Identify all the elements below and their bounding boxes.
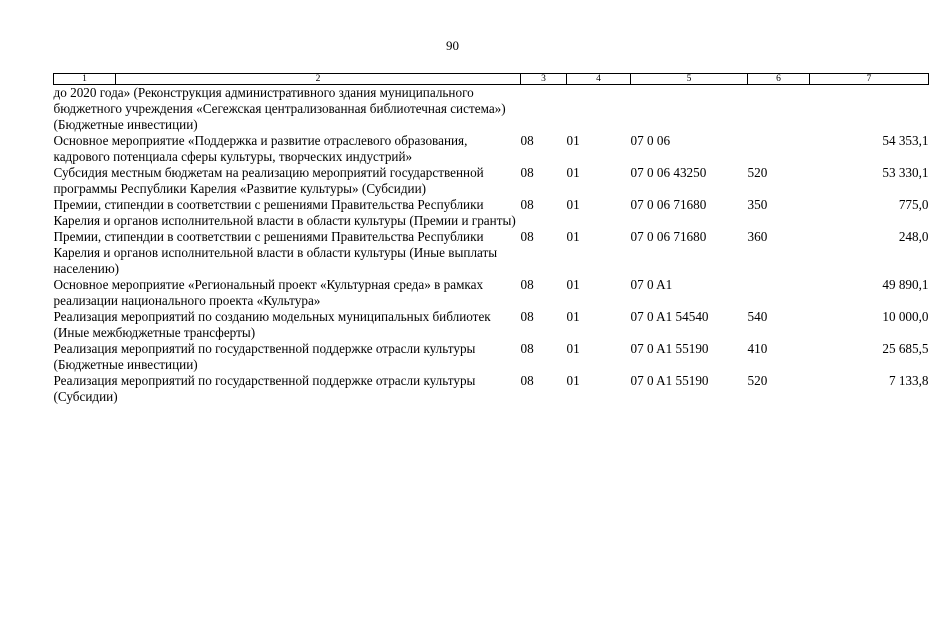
header-col-5: 5 <box>631 74 748 85</box>
row-name: Субсидия местным бюджетам на реализацию мероприятий государственной программы Республики Карелия «Развитие культуры» (Субсидии) <box>53 165 484 196</box>
row-sum: 25 685,5 <box>882 341 929 356</box>
row-section: 08 <box>520 197 534 212</box>
table-row <box>54 229 929 277</box>
header-col-1: 1 <box>54 74 116 85</box>
row-sum: 248,0 <box>898 229 929 244</box>
header-col-4: 4 <box>567 74 631 85</box>
row-section: 08 <box>520 373 534 388</box>
table-row <box>54 85 929 134</box>
row-target <box>631 85 748 134</box>
row-expense-type: 350 <box>747 197 768 212</box>
table-row <box>54 341 929 373</box>
row-expense-type: 520 <box>747 373 768 388</box>
row-subsection: 01 <box>566 341 580 356</box>
row-subsection <box>567 85 631 134</box>
row-expense-type <box>748 85 810 134</box>
row-sum <box>810 85 929 134</box>
page-number: 90 <box>446 38 459 53</box>
row-section: 08 <box>520 309 534 324</box>
row-expense-type <box>748 277 810 309</box>
row-name: Реализация мероприятий по государственной поддержке отрасли культуры (Бюджетные инвестиции) <box>53 341 476 372</box>
table-row <box>54 277 929 309</box>
row-sum: 775,0 <box>898 197 929 212</box>
row-subsection: 01 <box>566 165 580 180</box>
row-name: до 2020 года» (Реконструкция административного здания муниципального бюджетного учреждения «Сегежская централизованная библиотечная система») (Бюджетные инвестиции) <box>53 85 506 132</box>
row-name: Премии, стипендии в соответствии с решениями Правительства Республики Карелия и органов исполнительной власти в области культуры (Иные выплаты населению) <box>53 229 498 276</box>
row-expense-type <box>748 133 810 165</box>
row-name: Основное мероприятие «Поддержка и развитие отраслевого образования, кадрового потенциала сферы культуры, творческих индустрий» <box>53 133 468 164</box>
row-sum: 53 330,1 <box>882 165 929 180</box>
row-subsection: 01 <box>566 309 580 324</box>
table-row <box>54 373 929 405</box>
row-section <box>521 85 567 134</box>
row-target: 07 0 06 71680 <box>630 197 707 212</box>
table-row <box>54 309 929 341</box>
row-expense-type: 520 <box>747 165 768 180</box>
row-target: 07 0 A1 54540 <box>630 309 709 324</box>
row-expense-type: 410 <box>747 341 768 356</box>
row-section: 08 <box>520 229 534 244</box>
row-target: 07 0 A1 55190 <box>630 341 709 356</box>
row-name: Основное мероприятие «Региональный проект «Культурная среда» в рамках реализации национального проекта «Культура» <box>53 277 484 308</box>
row-subsection: 01 <box>566 373 580 388</box>
row-sum: 54 353,1 <box>882 133 929 148</box>
row-name: Реализация мероприятий по государственной поддержке отрасли культуры (Субсидии) <box>53 373 476 404</box>
row-target: 07 0 06 43250 <box>630 165 707 180</box>
row-subsection: 01 <box>566 197 580 212</box>
header-col-7: 7 <box>810 74 929 85</box>
row-expense-type: 540 <box>747 309 768 324</box>
row-target: 07 0 A1 <box>630 277 673 292</box>
table-row <box>54 197 929 229</box>
header-col-6: 6 <box>748 74 810 85</box>
row-target: 07 0 06 <box>630 133 671 148</box>
row-subsection: 01 <box>566 229 580 244</box>
row-sum: 49 890,1 <box>882 277 929 292</box>
row-section: 08 <box>520 277 534 292</box>
row-target: 07 0 A1 55190 <box>630 373 709 388</box>
row-expense-type: 360 <box>747 229 768 244</box>
table-row <box>54 165 929 197</box>
header-col-2: 2 <box>116 74 521 85</box>
row-sum: 7 133,8 <box>888 373 929 388</box>
header-col-3: 3 <box>521 74 567 85</box>
budget-table <box>53 73 929 405</box>
row-section: 08 <box>520 341 534 356</box>
row-section: 08 <box>520 133 534 148</box>
column-number-header <box>54 74 929 85</box>
row-subsection: 01 <box>566 133 580 148</box>
row-sum: 10 000,0 <box>882 309 929 324</box>
table-row <box>54 133 929 165</box>
row-name: Реализация мероприятий по созданию модельных муниципальных библиотек (Иные межбюджетные трансферты) <box>53 309 491 340</box>
row-subsection: 01 <box>566 277 580 292</box>
row-target: 07 0 06 71680 <box>630 229 707 244</box>
row-section: 08 <box>520 165 534 180</box>
row-name: Премии, стипендии в соответствии с решениями Правительства Республики Карелия и органов исполнительной власти в области культуры (Премии и гранты) <box>53 197 516 228</box>
